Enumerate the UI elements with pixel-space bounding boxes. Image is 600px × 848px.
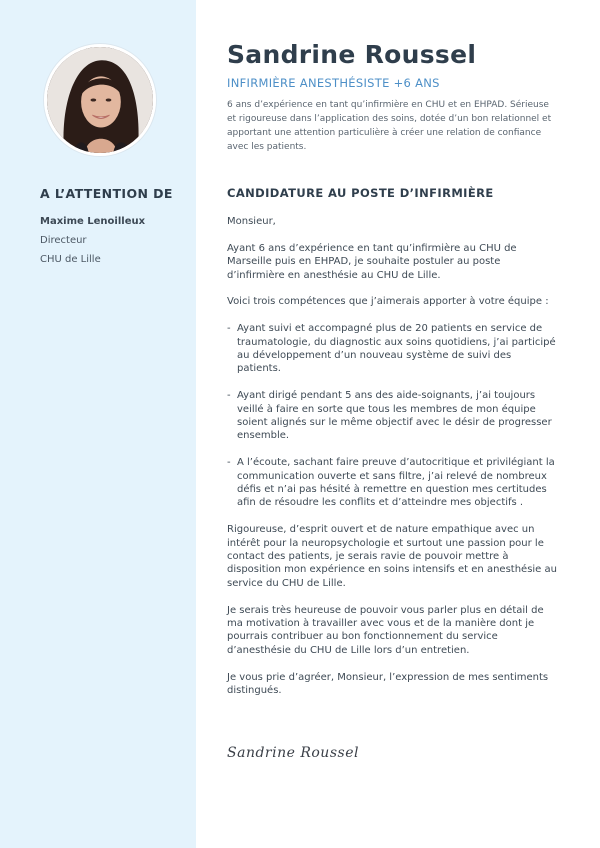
skill-item: - A l’écoute, sachant faire preuve d’autocritique et privilégiant la communication ouverte et sans filtre, j’ai relevé de nombreux défis et n’ai pas hésité à remettre en question mes certitudes afin de résoudre les conflits et d’atteindre mes objectifs .: [227, 457, 555, 509]
letter-body: [227, 215, 557, 711]
recipient-role: Directeur: [40, 235, 87, 246]
paragraph-experience: Ayant 6 ans d’expérience en tant qu’infirmière au CHU de Marseille puis en EHPAD, je souhaite postuler au poste d’infirmière en anesthésie au CHU de Lille.: [227, 242, 517, 281]
signature: Sandrine Roussel: [227, 745, 359, 761]
recipient-name: Maxime Lenoilleux: [40, 216, 146, 227]
sidebar: [0, 0, 196, 848]
candidate-name: Sandrine Roussel: [227, 40, 477, 69]
candidate-intro: 6 ans d’expérience en tant qu’infirmière en CHU et en EHPAD. Sérieuse et rigoureuse dans l’application des soins, dotée d’un bon relationnel et apportant une attention particulière à créer une relation de confiance avec les patients.: [227, 100, 552, 152]
paragraph-motivation: Rigoureuse, d’esprit ouvert et de nature empathique avec un intérêt pour la neuropsychologie et surtout une passion pour le contact des patients, je serais ravie de pouvoir mettre à disposition mon expérience en soins intensifs et en anesthésie au service du CHU de Lille.: [227, 524, 557, 589]
recipient-heading: A L’ATTENTION DE: [40, 186, 173, 201]
closing: Je vous prie d’agréer, Monsieur, l’expression de mes sentiments distingués.: [227, 671, 549, 697]
paragraph-skills-intro: Voici trois compétences que j’aimerais apporter à votre équipe :: [227, 296, 549, 308]
skill-text: Ayant suivi et accompagné plus de 20 patients en service de traumatologie, du diagnostic aux soins quotidiens, j’ai participé au développement d’un nouveau système de suivi des patients.: [237, 323, 556, 375]
skills-list: [227, 322, 557, 510]
profile-photo-illustration: [47, 47, 153, 153]
recipient-organization: CHU de Lille: [40, 254, 101, 265]
skill-text: Ayant dirigé pendant 5 ans des aide-soignants, j’ai toujours veillé à faire en sorte que tous les membres de mon équipe soient alignés sur le même objectif avec le désir de progresser ensemble.: [237, 390, 552, 442]
candidate-title: INFIRMIÈRE ANESTHÉSISTE +6 ANS: [227, 76, 440, 90]
skill-item: - Ayant dirigé pendant 5 ans des aide-soignants, j’ai toujours veillé à faire en sorte que tous les membres de mon équipe soient alignés sur le même objectif avec le désir de progresser ensemble.: [227, 390, 552, 442]
salutation: Monsieur,: [227, 216, 276, 227]
paragraph-interview: Je serais très heureuse de pouvoir vous parler plus en détail de ma motivation à travailler avec vous et de la manière dont je pourrais contribuer au bon fonctionnement du service d’anesthésie du CHU de Lille lors d’un entretien.: [227, 604, 544, 656]
skill-item: - Ayant suivi et accompagné plus de 20 patients en service de traumatologie, du diagnostic aux soins quotidiens, j’ai participé au développement d’un nouveau système de suivi des patients.: [227, 323, 556, 375]
letter-subject: CANDIDATURE AU POSTE D’INFIRMIÈRE: [227, 186, 494, 200]
skill-text: A l’écoute, sachant faire preuve d’autocritique et privilégiant la communication ouverte et sans filtre, j’ai relevé de nombreux défis et n’ai pas hésité à remettre en question mes certitudes afin de résoudre les conflits et d’atteindre mes objectifs .: [237, 457, 555, 509]
profile-photo: [44, 44, 156, 156]
